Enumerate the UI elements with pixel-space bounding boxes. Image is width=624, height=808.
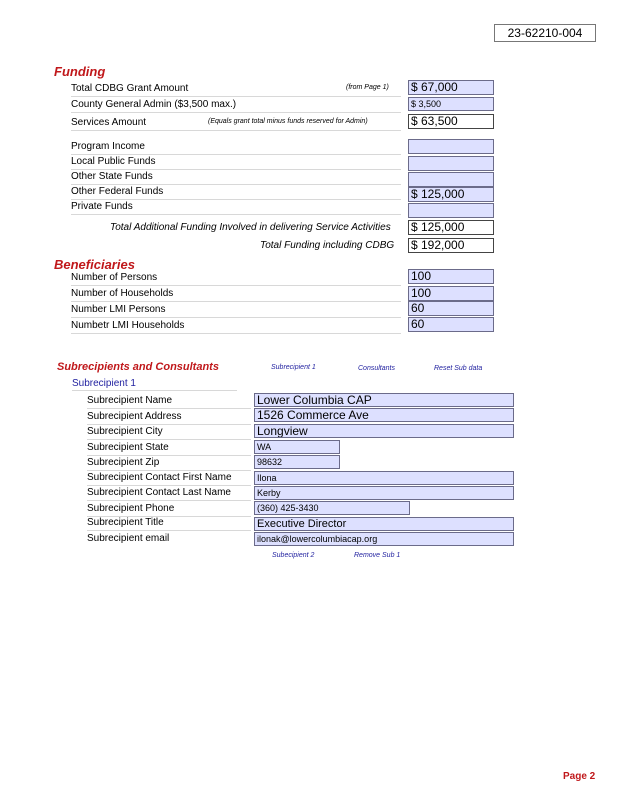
- funding-heading: Funding: [54, 64, 106, 79]
- admin-label: County General Admin ($3,500 max.): [71, 99, 237, 110]
- sub-title-label: Subrecipient Title: [87, 517, 164, 528]
- divider: [87, 455, 251, 456]
- divider: [71, 130, 401, 131]
- sub-state-label: Subrecipient State: [87, 442, 169, 453]
- program-income-label: Program Income: [71, 141, 145, 152]
- private-funds-label: Private Funds: [71, 201, 133, 212]
- divider: [87, 500, 251, 501]
- private-funds-field[interactable]: [408, 203, 494, 218]
- divider: [71, 285, 401, 286]
- total-funding-field[interactable]: $ 192,000: [408, 238, 494, 253]
- subrecipients-heading: Subrecipients and Consultants: [57, 361, 219, 373]
- sub-address-field[interactable]: 1526 Commerce Ave: [254, 408, 514, 422]
- reset-sub-data-link[interactable]: Reset Sub data: [434, 365, 483, 372]
- divider: [87, 530, 251, 531]
- divider: [87, 485, 251, 486]
- persons-field[interactable]: 100: [408, 269, 494, 284]
- total-funding-label: Total Funding including CDBG: [260, 240, 395, 251]
- divider: [87, 408, 251, 409]
- sub-last-name-field[interactable]: Kerby: [254, 486, 514, 500]
- local-funds-field[interactable]: [408, 156, 494, 171]
- grant-note: (from Page 1): [346, 84, 389, 91]
- sub-title-field[interactable]: Executive Director: [254, 517, 514, 531]
- local-funds-label: Local Public Funds: [71, 156, 156, 167]
- lmi-persons-label: Number LMI Persons: [71, 304, 166, 315]
- persons-label: Number of Persons: [71, 272, 158, 283]
- sub-zip-field[interactable]: 98632: [254, 455, 340, 469]
- divider: [71, 184, 401, 185]
- federal-funds-label: Other Federal Funds: [71, 186, 164, 197]
- divider: [71, 96, 401, 97]
- services-note: (Equals grant total minus funds reserved for Admin): [208, 118, 368, 125]
- divider: [71, 333, 401, 334]
- divider: [87, 424, 251, 425]
- lmi-households-field[interactable]: 60: [408, 317, 494, 332]
- grant-label: Total CDBG Grant Amount: [71, 83, 189, 94]
- page-number: Page 2: [563, 771, 596, 782]
- document-id: 23-62210-004: [494, 24, 596, 42]
- consultants-link[interactable]: Consultants: [358, 365, 395, 372]
- state-funds-field[interactable]: [408, 172, 494, 187]
- lmi-persons-field[interactable]: 60: [408, 301, 494, 316]
- sub-city-label: Subrecipient City: [87, 426, 163, 437]
- subrecipient-1-link[interactable]: Subrecipient 1: [271, 364, 316, 371]
- divider: [72, 390, 237, 391]
- sub-email-field[interactable]: ilonak@lowercolumbiacap.org: [254, 532, 514, 546]
- additional-funding-label: Total Additional Funding Involved in delivering Service Activities: [110, 222, 391, 233]
- subrecipient-2-link[interactable]: Subecipient 2: [272, 552, 315, 559]
- subrecipient-1-heading: Subrecipient 1: [72, 378, 136, 389]
- divider: [71, 301, 401, 302]
- divider: [87, 439, 251, 440]
- grant-amount-field[interactable]: $ 67,000: [408, 80, 494, 95]
- sub-last-name-label: Subrecipient Contact Last Name: [87, 487, 231, 498]
- sub-zip-label: Subrecipient Zip: [87, 457, 160, 468]
- sub-first-name-field[interactable]: Ilona: [254, 471, 514, 485]
- lmi-households-label: Numbetr LMI Households: [71, 320, 185, 331]
- remove-sub-1-link[interactable]: Remove Sub 1: [354, 552, 401, 559]
- sub-email-label: Subrecipient email: [87, 533, 170, 544]
- sub-state-field[interactable]: WA: [254, 440, 340, 454]
- sub-city-field[interactable]: Longview: [254, 424, 514, 438]
- households-field[interactable]: 100: [408, 286, 494, 301]
- services-amount-field[interactable]: $ 63,500: [408, 114, 494, 129]
- divider: [71, 199, 401, 200]
- services-label: Services Amount: [71, 117, 147, 128]
- sub-name-field[interactable]: Lower Columbia CAP: [254, 393, 514, 407]
- sub-phone-label: Subrecipient Phone: [87, 503, 175, 514]
- divider: [71, 214, 401, 215]
- sub-phone-field[interactable]: (360) 425-3430: [254, 501, 410, 515]
- households-label: Number of Households: [71, 288, 174, 299]
- divider: [71, 169, 401, 170]
- sub-address-label: Subrecipient Address: [87, 411, 182, 422]
- admin-amount-field[interactable]: $ 3,500: [408, 97, 494, 111]
- program-income-field[interactable]: [408, 139, 494, 154]
- divider: [71, 112, 401, 113]
- sub-first-name-label: Subrecipient Contact First Name: [87, 472, 232, 483]
- additional-funding-field[interactable]: $ 125,000: [408, 220, 494, 235]
- sub-name-label: Subrecipient Name: [87, 395, 173, 406]
- beneficiaries-heading: Beneficiaries: [54, 257, 135, 272]
- divider: [71, 317, 401, 318]
- federal-funds-field[interactable]: $ 125,000: [408, 187, 494, 202]
- divider: [87, 470, 251, 471]
- state-funds-label: Other State Funds: [71, 171, 153, 182]
- divider: [71, 154, 401, 155]
